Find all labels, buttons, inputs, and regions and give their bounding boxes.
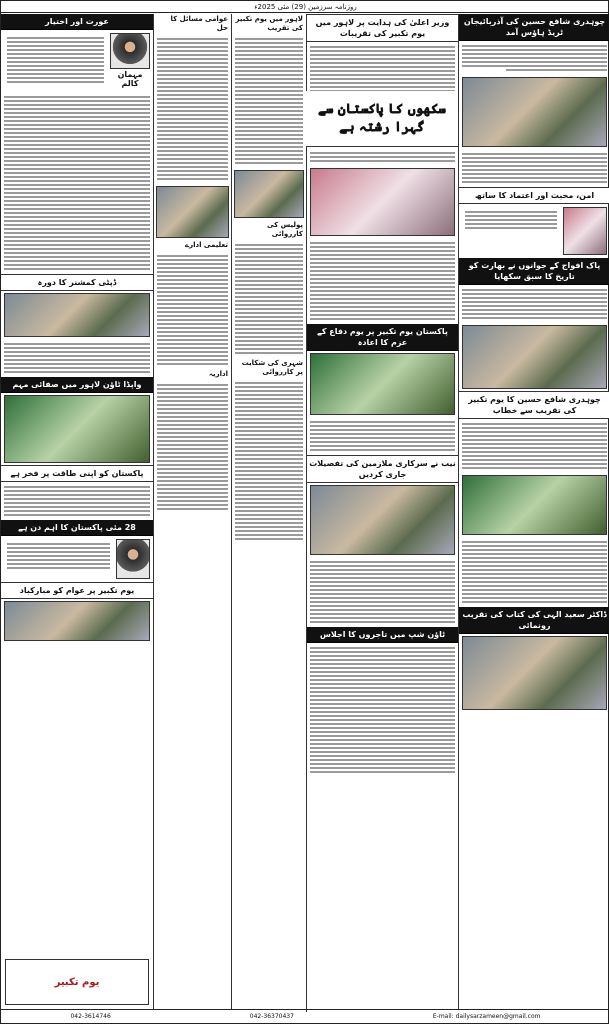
main-banner-headline bbox=[306, 91, 458, 147]
column-center-right-lower bbox=[306, 148, 458, 1012]
news-photo bbox=[4, 601, 150, 641]
author-portrait bbox=[110, 33, 150, 69]
story-headline: پولیس کی کارروائی bbox=[267, 221, 303, 238]
story-headline: شہری کی شکایت پر کارروائی bbox=[241, 359, 303, 376]
story-headline: لاہور میں یوم تکبیر کی تقریب bbox=[235, 15, 303, 32]
author-label: مہمان کالم bbox=[117, 70, 143, 88]
column-title: عورت اور اختیار bbox=[1, 14, 153, 30]
news-photo bbox=[462, 636, 607, 710]
news-photo bbox=[234, 170, 304, 218]
story-headline: ٹاؤن شپ میں تاجروں کا اجلاس bbox=[307, 627, 458, 643]
story-headline: چوہدری شافع حسین کا یوم تکبیر کی تقریب سے خطاب bbox=[459, 391, 609, 419]
lead-body bbox=[459, 41, 609, 75]
story-headline: 28 مئی پاکستان کا اہم دن ہے bbox=[1, 520, 153, 536]
column-center bbox=[231, 14, 306, 1009]
footer-bar bbox=[1, 1009, 609, 1023]
column-right bbox=[458, 14, 609, 1009]
column-left bbox=[1, 14, 153, 1009]
news-photo bbox=[462, 325, 607, 389]
event-photo bbox=[310, 353, 455, 415]
advertisement-text: یوم تکبیر bbox=[54, 976, 100, 988]
portrait-photo bbox=[563, 207, 607, 255]
story-headline: تعلیمی ادارے bbox=[184, 241, 228, 249]
story-headline: ڈپٹی کمشنر کا دورہ bbox=[1, 274, 153, 291]
footer-phone-1: 042-3614746 bbox=[70, 1013, 111, 1020]
footer-phone-2: 042-36370437 bbox=[249, 1013, 294, 1020]
news-photo bbox=[462, 77, 607, 147]
portrait-photo bbox=[116, 539, 150, 579]
lead-headline: چوہدری شافع حسین کی آذربائیجان ٹریڈ ہاؤس آمد bbox=[459, 14, 609, 41]
story-headline: پاک افواج کے جوانوں نے بھارت کو تاریخ کا سبق سکھایا bbox=[459, 258, 609, 285]
footer-email: E-mail: dailysarzameen@gmail.com bbox=[432, 1013, 541, 1020]
news-photo bbox=[156, 186, 229, 238]
story-headline: نیب نے سرکاری ملازمین کی تفصیلات جاری کردیں bbox=[307, 455, 458, 483]
story-headline: واپڈا ٹاؤن لاہور میں صفائی مہم bbox=[1, 377, 153, 393]
news-photo bbox=[4, 293, 150, 337]
event-photo bbox=[310, 168, 455, 236]
advertisement-box bbox=[5, 959, 149, 1005]
story-headline: یوم تکبیر پر عوام کو مبارکباد bbox=[1, 582, 153, 599]
news-photo bbox=[462, 475, 607, 535]
story-headline: اداریہ bbox=[208, 370, 228, 378]
story-headline: عوامی مسائل کا حل bbox=[170, 15, 228, 32]
column-center-left bbox=[153, 14, 231, 1009]
main-banner-text: سکھوں کا پاکستان سے گہرا رشتہ ہے bbox=[318, 101, 446, 135]
masthead-date-line: روزنامہ سرزمین (29) مئی 2025ء bbox=[1, 1, 609, 13]
story-headline: امن، محبت اور اعتماد کا ساتھ bbox=[459, 187, 609, 204]
story-headline: وزیر اعلیٰ کی ہدایت پر لاہور میں یوم تکبیر کی تقریبات bbox=[307, 14, 458, 42]
story-headline: پاکستان یوم تکبیر پر یوم دفاع کے عزم کا اعادہ bbox=[307, 324, 458, 351]
news-photo bbox=[4, 395, 150, 463]
news-photo bbox=[310, 485, 455, 555]
story-headline: ڈاکٹر سعید الہی کی کتاب کی تقریب رونمائی bbox=[459, 607, 609, 634]
story-headline: پاکستان کو اپنی طاقت پر فخر ہے bbox=[1, 465, 153, 482]
